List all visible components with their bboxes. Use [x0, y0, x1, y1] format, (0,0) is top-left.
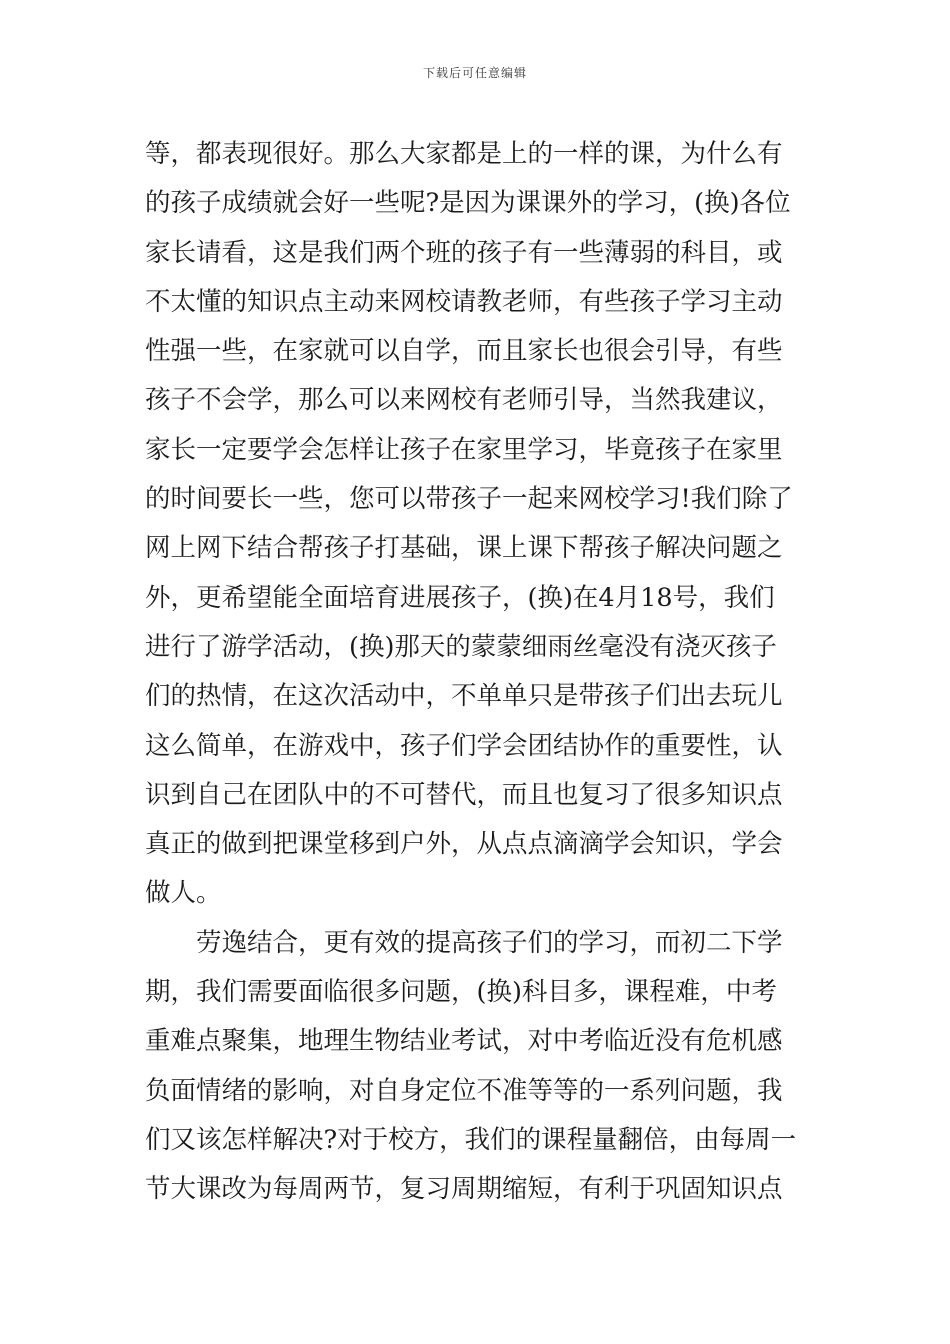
text-line: 家长一定要学会怎样让孩子在家里学习，毕竟孩子在家里	[145, 434, 783, 465]
text-line: 网上网下结合帮孩子打基础，课上课下帮孩子解决问题之	[145, 533, 783, 564]
document-body	[145, 130, 810, 1215]
text-line: 进行了游学活动，(换)那天的蒙蒙细雨丝毫没有浇灭孩子	[145, 631, 777, 662]
text-line: 们又该怎样解决?对于校方，我们的课程量翻倍，由每周一	[145, 1124, 797, 1155]
text-line: 性强一些，在家就可以自学，而且家长也很会引导，有些	[145, 336, 783, 367]
text-line: 们的热情，在这次活动中，不单单只是带孩子们出去玩儿	[145, 681, 783, 712]
text-line: 孩子不会学，那么可以来网校有老师引导，当然我建议，	[145, 385, 783, 416]
page-header: 下载后可任意编辑	[422, 66, 527, 80]
text-line: 这么简单，在游戏中，孩子们学会团结协作的重要性，认	[145, 730, 783, 761]
text-line: 做人。	[145, 878, 222, 909]
text-line: 真正的做到把课堂移到户外，从点点滴滴学会知识，学会	[145, 829, 783, 860]
text-line: 家长请看，这是我们两个班的孩子有一些薄弱的科目，或	[145, 237, 783, 268]
text-line: 负面情绪的影响，对自身定位不准等等的一系列问题，我	[145, 1075, 783, 1106]
text-line: 识到自己在团队中的不可替代，而且也复习了很多知识点	[145, 779, 783, 810]
text-line: 期，我们需要面临很多问题，(换)科目多，课程难，中考	[145, 977, 777, 1008]
paragraph-first-line: 劳逸结合，更有效的提高孩子们的学习，而初二下学	[196, 927, 783, 958]
text-line: 的孩子成绩就会好一些呢?是因为课课外的学习，(换)各位	[145, 188, 791, 219]
text-line: 外，更希望能全面培育进展孩子，(换)在4月18号，我们	[145, 582, 775, 613]
text-line: 节大课改为每周两节，复习周期缩短，有利于巩固知识点	[145, 1174, 783, 1205]
text-line: 不太懂的知识点主动来网校请教老师，有些孩子学习主动	[145, 286, 783, 317]
text-line: 重难点聚集，地理生物结业考试，对中考临近没有危机感	[145, 1026, 783, 1057]
text-line: 的时间要长一些，您可以带孩子一起来网校学习!我们除了	[145, 484, 793, 515]
text-line: 等，都表现很好。那么大家都是上的一样的课，为什么有	[145, 139, 783, 169]
